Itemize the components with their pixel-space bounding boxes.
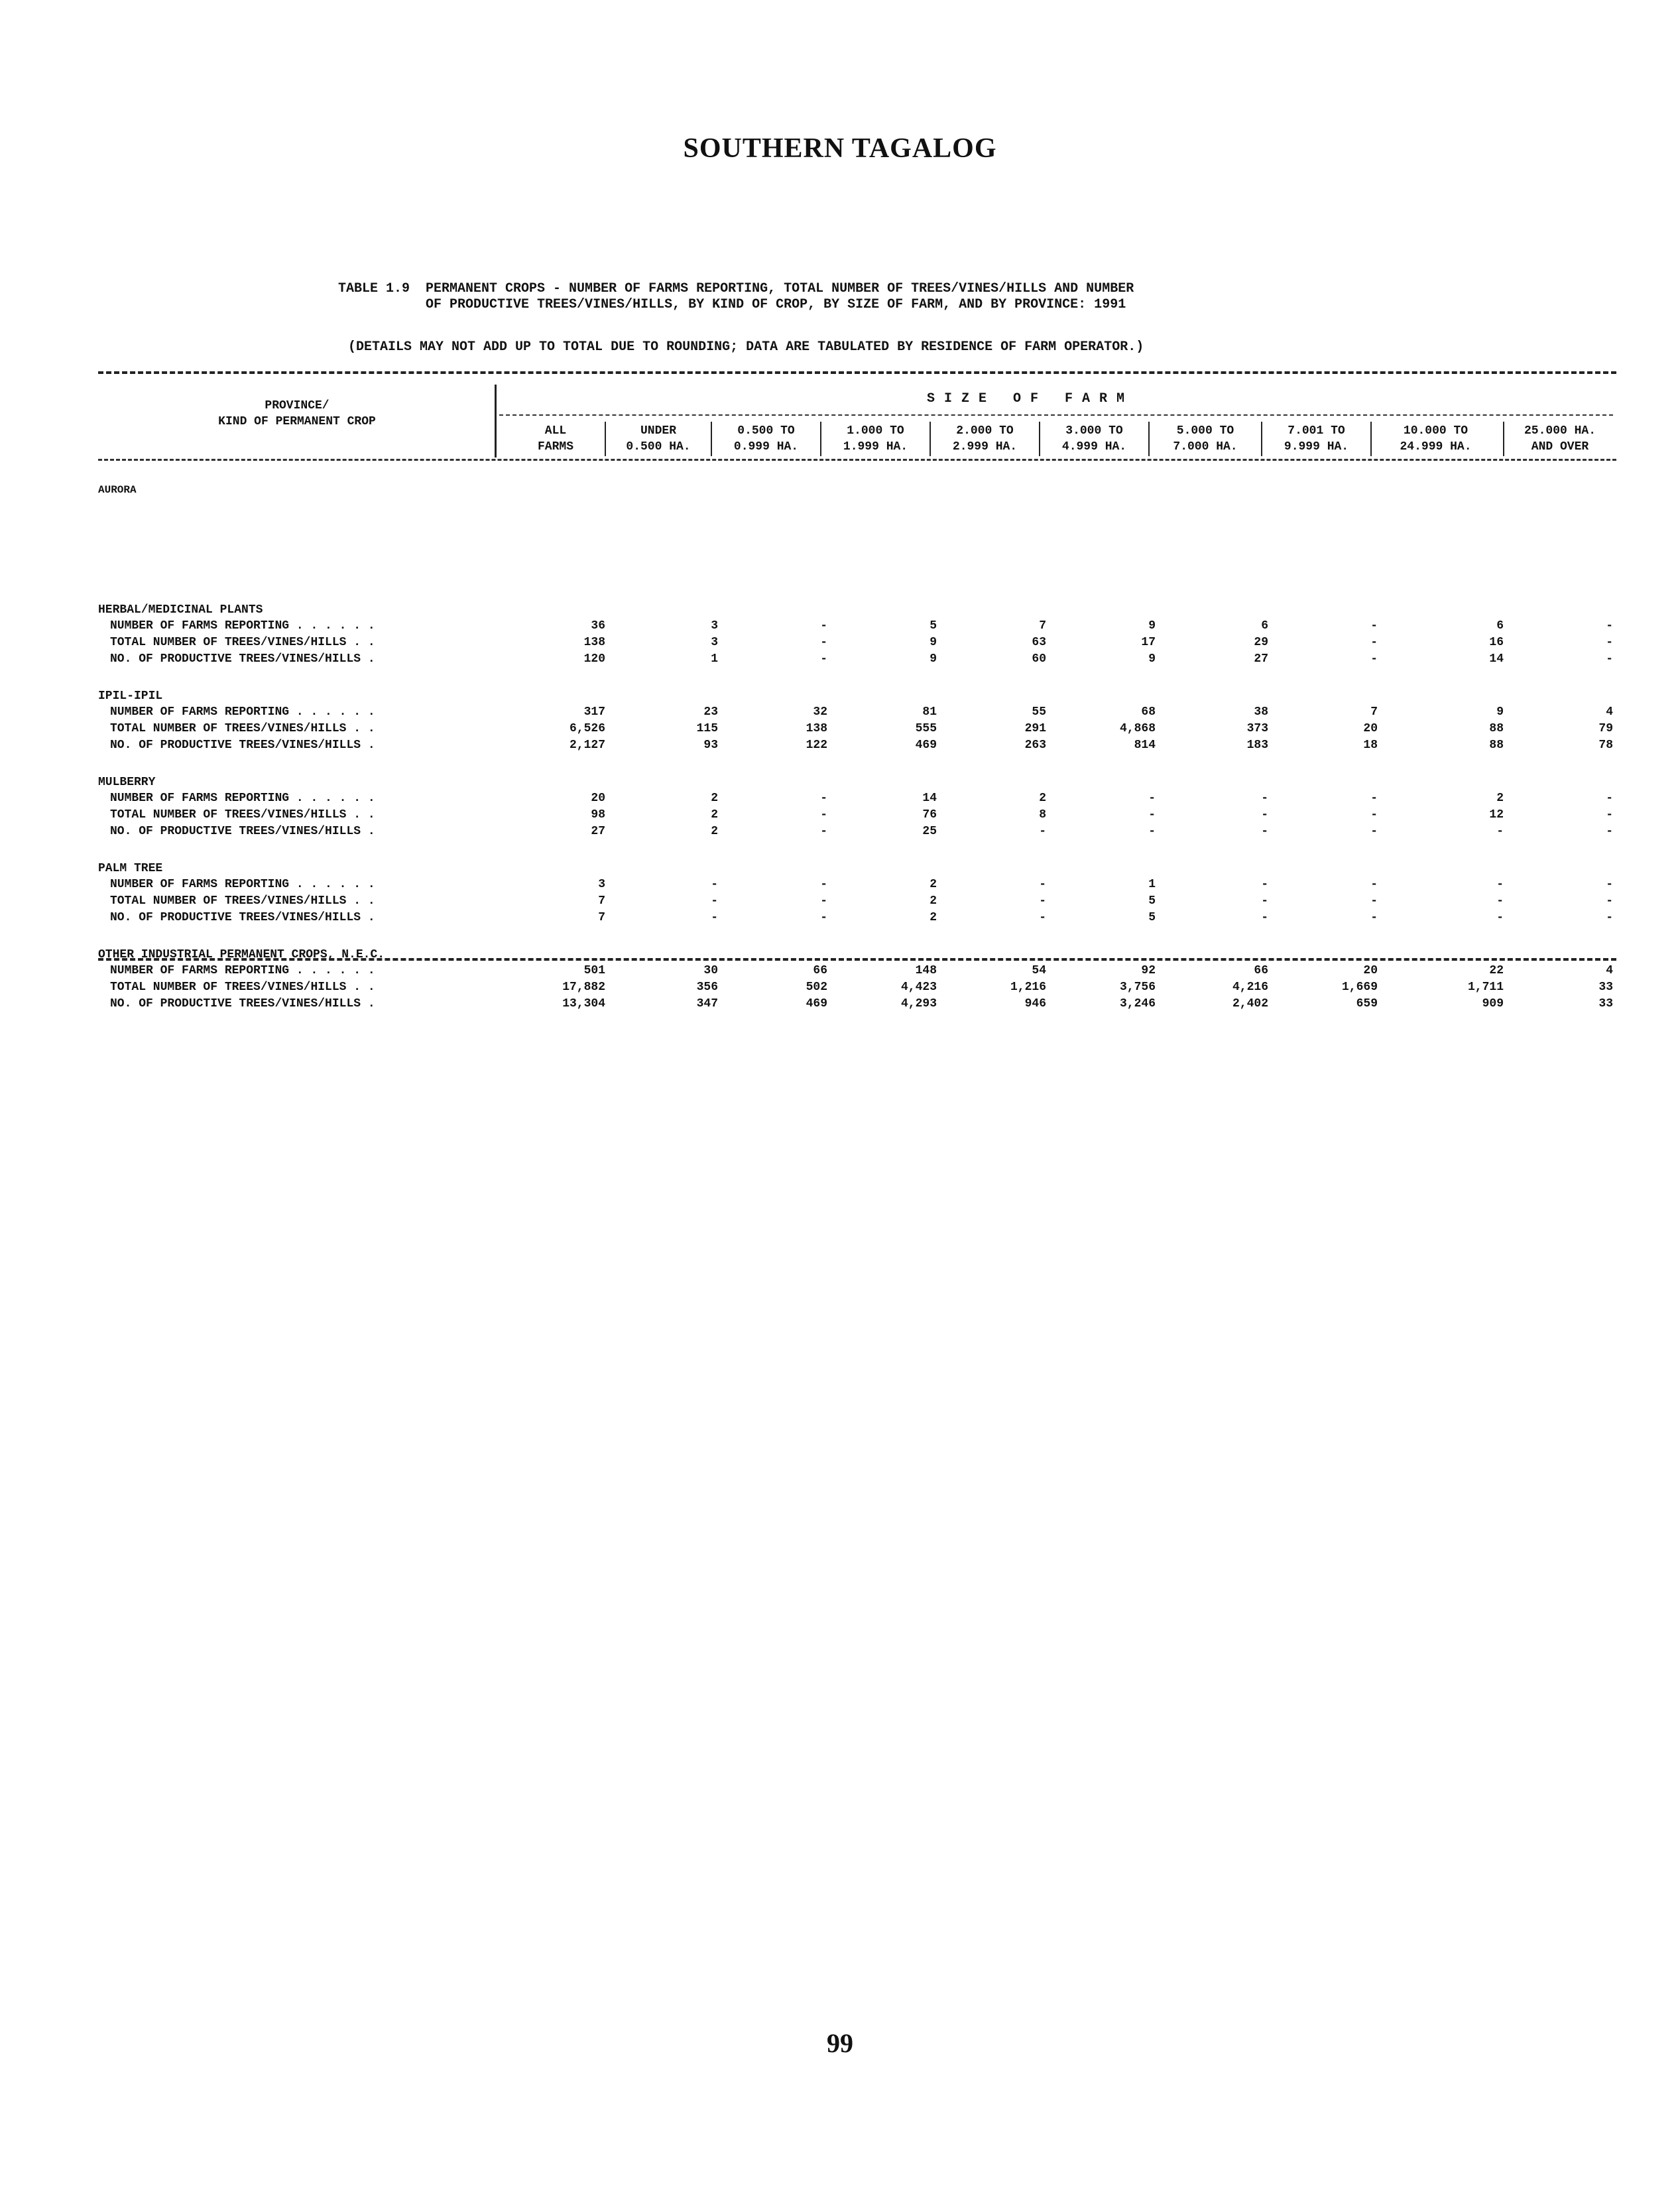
column-header-9 — [1374, 423, 1497, 455]
row-label: TOTAL NUMBER OF TREES/VINES/HILLS . . — [110, 981, 375, 994]
column-header-4 — [824, 423, 927, 455]
table-cell: 13,304 — [562, 997, 605, 1010]
table-cell: 88 — [1489, 739, 1504, 752]
table-cell: - — [1606, 894, 1613, 908]
table-cell: 183 — [1246, 739, 1268, 752]
table-cell: 6,526 — [569, 722, 605, 735]
table-cell: - — [1261, 894, 1268, 908]
table-cell: 9 — [930, 652, 937, 666]
column-header-line-2: 24.999 HA. — [1400, 440, 1472, 454]
province-name: AURORA — [98, 484, 137, 496]
table-cell: 66 — [1254, 964, 1268, 977]
table-cell: 17,882 — [562, 981, 605, 994]
table-cell: 6 — [1261, 619, 1268, 633]
row-label: TOTAL NUMBER OF TREES/VINES/HILLS . . — [110, 722, 375, 735]
table-cell: 909 — [1482, 997, 1504, 1010]
table-cell: 9 — [1496, 705, 1504, 719]
column-header-line-1: 5.000 TO — [1176, 424, 1234, 438]
column-header-line-1: 10.000 TO — [1403, 424, 1469, 438]
table-cell: 317 — [583, 705, 605, 719]
table-cell: 27 — [1254, 652, 1268, 666]
table-cell: 16 — [1489, 636, 1504, 649]
table-cell: - — [1496, 911, 1504, 924]
table-cell: 1,216 — [1010, 981, 1046, 994]
table-cell: 30 — [703, 964, 718, 977]
table-cell: 7 — [598, 911, 605, 924]
table-cell: 8 — [1039, 808, 1046, 821]
row-label: NO. OF PRODUCTIVE TREES/VINES/HILLS . — [110, 739, 375, 752]
table-cell: 17 — [1141, 636, 1156, 649]
row-label: NO. OF PRODUCTIVE TREES/VINES/HILLS . — [110, 652, 375, 666]
table-cell: - — [1606, 911, 1613, 924]
column-header-line-2: 0.999 HA. — [733, 440, 799, 454]
header-bottom-rule — [98, 459, 1616, 461]
column-header-line-1: 7.001 TO — [1288, 424, 1345, 438]
table-cell: 78 — [1598, 739, 1613, 752]
column-separator — [1370, 422, 1372, 456]
table-cell: 5 — [930, 619, 937, 633]
table-cell: - — [1606, 825, 1613, 838]
table-cell: - — [711, 878, 718, 891]
table-cell: 148 — [915, 964, 937, 977]
table-cell: - — [820, 652, 827, 666]
table-cell: - — [1261, 808, 1268, 821]
table-note: (DETAILS MAY NOT ADD UP TO TOTAL DUE TO ROUNDING; DATA ARE TABULATED BY RESIDENCE OF FARM OPERATOR.) — [348, 339, 1144, 355]
table-cell: 469 — [806, 997, 827, 1010]
table-cell: - — [711, 911, 718, 924]
table-cell: 4 — [1606, 705, 1613, 719]
crop-group-title: HERBAL/MEDICINAL PLANTS — [98, 603, 263, 617]
table-cell: 20 — [591, 792, 605, 805]
table-cell: 1,669 — [1341, 981, 1378, 994]
table-cell: 291 — [1024, 722, 1046, 735]
column-separator — [930, 422, 931, 456]
table-cell: - — [1261, 825, 1268, 838]
table-cell: 81 — [922, 705, 937, 719]
table-cell: - — [1370, 878, 1378, 891]
table-cell: 3,756 — [1119, 981, 1156, 994]
table-cell: 2 — [711, 808, 718, 821]
table-cell: 2 — [1496, 792, 1504, 805]
table-cell: 22 — [1489, 964, 1504, 977]
table-cell: - — [1370, 808, 1378, 821]
table-cell: - — [1496, 894, 1504, 908]
column-header-1 — [509, 423, 602, 455]
table-cell: - — [1039, 911, 1046, 924]
table-cell: 4,868 — [1119, 722, 1156, 735]
crop-group-title: PALM TREE — [98, 862, 163, 875]
column-header-line-1: 25.000 HA. — [1524, 424, 1596, 438]
table-cell: - — [1606, 878, 1613, 891]
table-cell: - — [711, 894, 718, 908]
table-cell: 66 — [813, 964, 827, 977]
table-cell: 79 — [1598, 722, 1613, 735]
column-separator — [1261, 422, 1262, 456]
table-cell: - — [1370, 894, 1378, 908]
table-cell: 36 — [591, 619, 605, 633]
table-cell: 4,423 — [900, 981, 937, 994]
table-cell: 9 — [930, 636, 937, 649]
table-cell: 7 — [1039, 619, 1046, 633]
table-cell: 27 — [591, 825, 605, 838]
table-cell: - — [820, 792, 827, 805]
table-cell: 18 — [1363, 739, 1378, 752]
table-cell: - — [1261, 911, 1268, 924]
table-cell: 29 — [1254, 636, 1268, 649]
table-cell: - — [1148, 825, 1156, 838]
column-header-line-1: 2.000 TO — [956, 424, 1014, 438]
table-cell: 115 — [696, 722, 718, 735]
size-header-rule — [499, 414, 1613, 416]
table-cell: 659 — [1356, 997, 1378, 1010]
table-cell: - — [1039, 878, 1046, 891]
stub-header-line-1: PROVINCE/ — [265, 399, 330, 412]
table-header — [98, 378, 1616, 464]
table-cell: 1 — [711, 652, 718, 666]
caption-line-1: TABLE 1.9 PERMANENT CROPS - NUMBER OF FARMS REPORTING, TOTAL NUMBER OF TREES/VINES/HILLS AND NUMBER — [338, 281, 1134, 296]
table-cell: 122 — [806, 739, 827, 752]
column-separator — [820, 422, 821, 456]
table-cell: 3 — [598, 878, 605, 891]
crop-group-title: IPIL-IPIL — [98, 690, 163, 703]
table-cell: - — [820, 894, 827, 908]
table-cell: - — [1606, 652, 1613, 666]
column-header-line-2: FARMS — [537, 440, 573, 454]
table-cell: 1 — [1148, 878, 1156, 891]
crop-group-title: MULBERRY — [98, 776, 156, 789]
column-header-line-2: AND OVER — [1531, 440, 1589, 454]
column-header-line-2: 9.999 HA. — [1284, 440, 1349, 454]
table-caption — [338, 281, 1134, 313]
table-cell: - — [820, 619, 827, 633]
column-separator — [1503, 422, 1504, 456]
page-header-region: SOUTHERN TAGALOG — [683, 133, 997, 164]
table-cell: 98 — [591, 808, 605, 821]
caption-line-2: OF PRODUCTIVE TREES/VINES/HILLS, BY KIND OF CROP, BY SIZE OF FARM, AND BY PROVINCE: 1991 — [338, 297, 1126, 312]
size-of-farm-header: SIZE OF FARM — [927, 391, 1134, 406]
table-cell: 5 — [1148, 911, 1156, 924]
row-label: NUMBER OF FARMS REPORTING . . . . . . — [110, 619, 375, 633]
table-cell: 138 — [583, 636, 605, 649]
table-cell: 555 — [915, 722, 937, 735]
table-cell: 14 — [1489, 652, 1504, 666]
table-cell: 20 — [1363, 722, 1378, 735]
table-cell: 469 — [915, 739, 937, 752]
table-cell: 23 — [703, 705, 718, 719]
table-cell: 2,127 — [569, 739, 605, 752]
stub-header — [98, 398, 496, 430]
row-label: NO. OF PRODUCTIVE TREES/VINES/HILLS . — [110, 997, 375, 1010]
table-cell: 2 — [930, 878, 937, 891]
column-separator — [711, 422, 712, 456]
table-cell: 814 — [1134, 739, 1156, 752]
table-cell: 1,711 — [1467, 981, 1504, 994]
column-separator — [1148, 422, 1150, 456]
table-cell: 9 — [1148, 652, 1156, 666]
table-cell: - — [1606, 792, 1613, 805]
column-header-10 — [1507, 423, 1613, 455]
table-cell: - — [820, 878, 827, 891]
row-label: NO. OF PRODUCTIVE TREES/VINES/HILLS . — [110, 825, 375, 838]
column-header-3 — [715, 423, 817, 455]
column-header-line-2: 2.999 HA. — [952, 440, 1018, 454]
row-label: NUMBER OF FARMS REPORTING . . . . . . — [110, 964, 375, 977]
column-separator — [1039, 422, 1040, 456]
column-header-8 — [1265, 423, 1368, 455]
row-label: NUMBER OF FARMS REPORTING . . . . . . — [110, 878, 375, 891]
table-cell: 14 — [922, 792, 937, 805]
table-cell: 4,216 — [1232, 981, 1268, 994]
table-cell: 2 — [930, 894, 937, 908]
table-cell: - — [1370, 636, 1378, 649]
bottom-rule — [98, 958, 1616, 961]
table-cell: 3 — [711, 619, 718, 633]
table-cell: 7 — [598, 894, 605, 908]
stub-header-line-2: KIND OF PERMANENT CROP — [218, 415, 376, 428]
page-number: 99 — [827, 2028, 853, 2058]
column-header-5 — [933, 423, 1036, 455]
table-cell: 2 — [711, 825, 718, 838]
table-cell: 20 — [1363, 964, 1378, 977]
table-cell: - — [1370, 792, 1378, 805]
table-cell: 76 — [922, 808, 937, 821]
table-cell: 6 — [1496, 619, 1504, 633]
column-header-line-1: 1.000 TO — [847, 424, 904, 438]
table-cell: - — [820, 636, 827, 649]
table-cell: 2,402 — [1232, 997, 1268, 1010]
table-cell: 946 — [1024, 997, 1046, 1010]
table-cell: 138 — [806, 722, 827, 735]
table-cell: 263 — [1024, 739, 1046, 752]
table-cell: 356 — [696, 981, 718, 994]
table-cell: 12 — [1489, 808, 1504, 821]
column-header-line-1: UNDER — [640, 424, 676, 438]
table-cell: 4,293 — [900, 997, 937, 1010]
table-cell: - — [820, 825, 827, 838]
table-cell: 120 — [583, 652, 605, 666]
row-label: NUMBER OF FARMS REPORTING . . . . . . — [110, 705, 375, 719]
data-table — [98, 378, 1616, 1010]
table-cell: - — [1039, 825, 1046, 838]
stub-separator — [495, 385, 497, 457]
top-rule — [98, 371, 1616, 374]
column-header-7 — [1152, 423, 1258, 455]
table-cell: 2 — [711, 792, 718, 805]
row-label: TOTAL NUMBER OF TREES/VINES/HILLS . . — [110, 894, 375, 908]
table-cell: 54 — [1032, 964, 1046, 977]
table-cell: - — [1370, 825, 1378, 838]
table-cell: 92 — [1141, 964, 1156, 977]
table-cell: 5 — [1148, 894, 1156, 908]
table-cell: 33 — [1598, 981, 1613, 994]
table-cell: 55 — [1032, 705, 1046, 719]
table-cell: 33 — [1598, 997, 1613, 1010]
table-cell: - — [1370, 619, 1378, 633]
column-separator — [605, 422, 606, 456]
table-cell: 501 — [583, 964, 605, 977]
column-header-line-2: 1.999 HA. — [843, 440, 908, 454]
table-cell: - — [1370, 652, 1378, 666]
column-header-line-2: 7.000 HA. — [1173, 440, 1238, 454]
row-label: NUMBER OF FARMS REPORTING . . . . . . — [110, 792, 375, 805]
table-cell: 2 — [930, 911, 937, 924]
table-cell: 373 — [1246, 722, 1268, 735]
table-cell: - — [1148, 792, 1156, 805]
table-cell: 88 — [1489, 722, 1504, 735]
column-header-line-1: 3.000 TO — [1065, 424, 1123, 438]
table-cell: 38 — [1254, 705, 1268, 719]
table-cell: - — [1496, 825, 1504, 838]
table-cell: - — [820, 808, 827, 821]
table-cell: 63 — [1032, 636, 1046, 649]
table-cell: 502 — [806, 981, 827, 994]
column-header-line-1: 0.500 TO — [737, 424, 795, 438]
table-cell: - — [820, 911, 827, 924]
column-header-6 — [1043, 423, 1146, 455]
table-cell: - — [1606, 636, 1613, 649]
row-label: NO. OF PRODUCTIVE TREES/VINES/HILLS . — [110, 911, 375, 924]
table-cell: - — [1606, 808, 1613, 821]
column-header-line-2: 0.500 HA. — [626, 440, 691, 454]
table-cell: 3 — [711, 636, 718, 649]
crop-group-title: OTHER INDUSTRIAL PERMANENT CROPS, N.E.C. — [98, 948, 385, 961]
table-cell: 347 — [696, 997, 718, 1010]
row-label: TOTAL NUMBER OF TREES/VINES/HILLS . . — [110, 808, 375, 821]
table-cell: 9 — [1148, 619, 1156, 633]
row-label: TOTAL NUMBER OF TREES/VINES/HILLS . . — [110, 636, 375, 649]
table-cell: 3,246 — [1119, 997, 1156, 1010]
table-cell: 32 — [813, 705, 827, 719]
table-cell: 25 — [922, 825, 937, 838]
table-cell: - — [1039, 894, 1046, 908]
table-cell: - — [1370, 911, 1378, 924]
table-cell: 7 — [1370, 705, 1378, 719]
column-header-2 — [609, 423, 708, 455]
table-cell: - — [1261, 878, 1268, 891]
table-cell: 60 — [1032, 652, 1046, 666]
table-cell: 4 — [1606, 964, 1613, 977]
table-cell: - — [1261, 792, 1268, 805]
table-cell: 68 — [1141, 705, 1156, 719]
table-cell: 2 — [1039, 792, 1046, 805]
table-cell: - — [1496, 878, 1504, 891]
table-cell: - — [1606, 619, 1613, 633]
column-header-line-1: ALL — [544, 424, 567, 438]
table-cell: - — [1148, 808, 1156, 821]
table-cell: 93 — [703, 739, 718, 752]
column-header-line-2: 4.999 HA. — [1061, 440, 1127, 454]
